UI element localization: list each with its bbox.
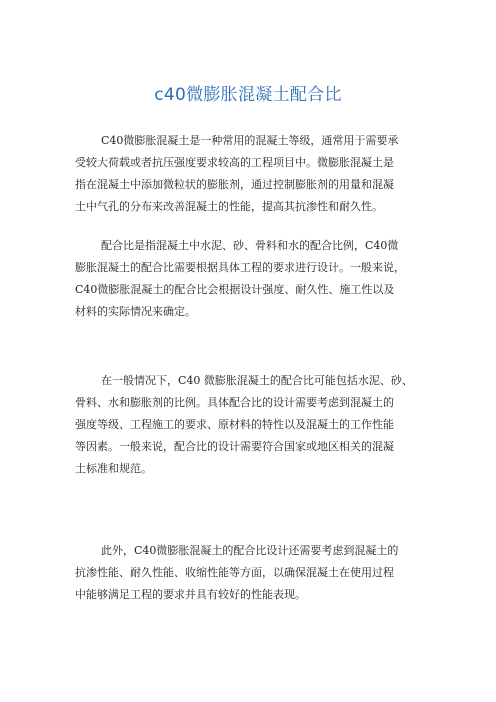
paragraph-line: 土标准和规范。 bbox=[75, 462, 152, 475]
paragraph-line: 指在混凝土中添加微粒状的膨胀剂，通过控制膨胀剂的用量和混凝 bbox=[75, 178, 394, 191]
paragraph-line: 中能够满足工程的要求并具有较好的性能表现。 bbox=[75, 588, 306, 601]
paragraph-line: 土中气孔的分布来改善混凝土的性能，提高其抗渗性和耐久性。 bbox=[75, 200, 383, 213]
paragraph-line: 受较大荷载或者抗压强度要求较高的工程项目中。微膨胀混凝土是 bbox=[75, 156, 394, 169]
paragraph-line: 强度等级、工程施工的要求、原材料的特性以及混凝土的工作性能 bbox=[75, 418, 394, 431]
paragraph-line: C40微膨胀混凝土是一种常用的混凝土等级，通常用于需要承 bbox=[101, 134, 399, 147]
paragraph-2 bbox=[75, 235, 435, 323]
paragraph-line: 在一般情况下，C40 微膨胀混凝土的配合比可能包括水泥、砂、 bbox=[101, 374, 413, 387]
paragraph-line: 骨料、水和膨胀剂的比例。具体配合比的设计需要考虑到混凝土的 bbox=[75, 396, 394, 409]
paragraph-1 bbox=[75, 130, 435, 218]
paragraph-line: 材料的实际情况来确定。 bbox=[75, 305, 196, 318]
document-title: c40微膨胀混凝土配合比 bbox=[154, 85, 342, 105]
paragraph-4 bbox=[75, 540, 435, 606]
paragraph-line: C40微膨胀混凝土的配合比会根据设计强度、耐久性、施工性以及 bbox=[75, 283, 395, 296]
paragraph-line: 配合比是指混凝土中水泥、砂、骨料和水的配合比例，C40微 bbox=[101, 239, 399, 252]
paragraph-line: 等因素。一般来说，配合比的设计需要符合国家或地区相关的混凝 bbox=[75, 440, 394, 453]
paragraph-line: 膨胀混凝土的配合比需要根据具体工程的要求进行设计。一般来说， bbox=[75, 261, 405, 274]
paragraph-line: 抗渗性能、耐久性能、收缩性能等方面，以确保混凝土在使用过程 bbox=[75, 566, 394, 579]
paragraph-3 bbox=[75, 370, 435, 480]
paragraph-line: 此外，C40微膨胀混凝土的配合比设计还需要考虑到混凝土的 bbox=[101, 544, 399, 557]
